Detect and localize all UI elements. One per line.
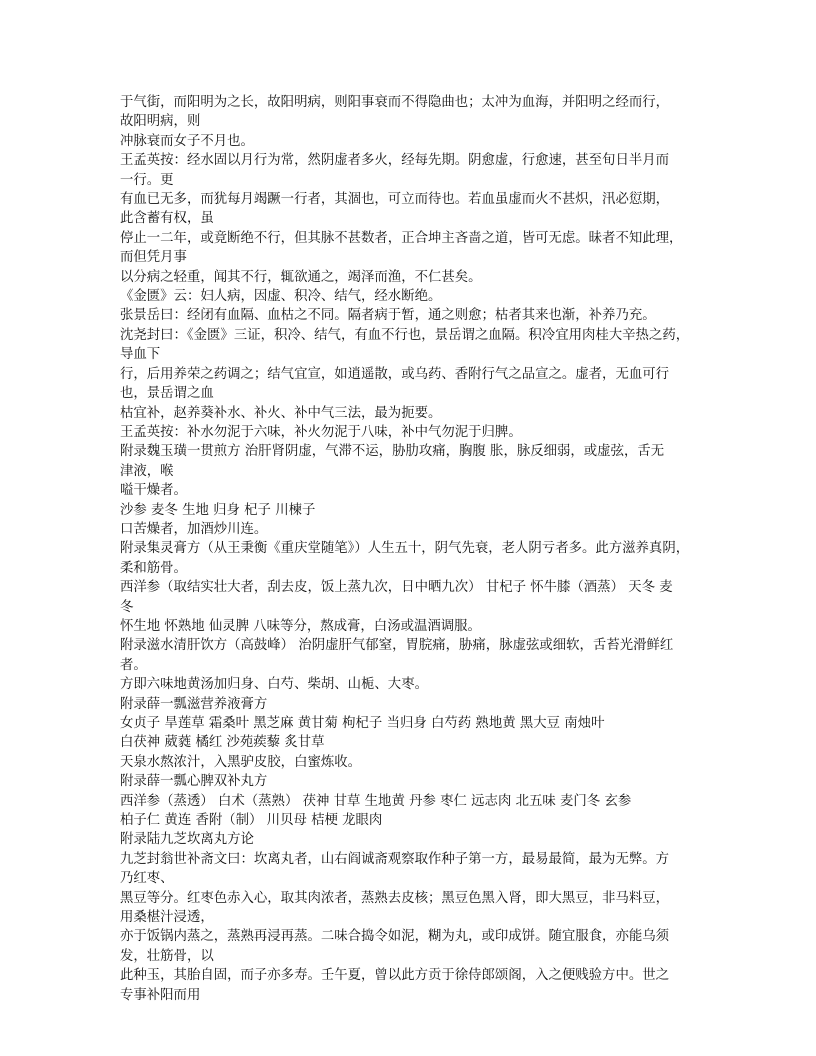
text-line: 方即六味地黄汤加归身、白芍、柴胡、山栀、大枣。: [120, 677, 428, 693]
text-line: 停止一二年，或竟断绝不行，但其脉不甚数者，正合坤主吝啬之道，皆可无虑。昧者不知此理，: [120, 230, 683, 246]
text-line: 柏子仁 黄连 香附（制） 川贝母 桔梗 龙眼肉: [120, 813, 383, 829]
text-line: 亦于饭锅内蒸之，蒸熟再浸再蒸。二味合捣令如泥，糊为丸，或印成饼。随宜服食，亦能乌须: [120, 929, 670, 945]
text-line: 王孟英按：经水固以月行为常，然阴虚者多火，经每先期。阴愈虚，行愈速，甚至旬日半月而: [120, 153, 670, 169]
text-line: 张景岳曰：经闭有血隔、血枯之不同。隔者病于暂，通之则愈；枯者其来也渐，补养乃充。: [120, 308, 656, 324]
text-line: 沙参 麦冬 生地 归身 杞子 川楝子: [120, 502, 316, 518]
text-line: 沈尧封曰：《金匮》三证，积冷、结气，有血不行也，景岳谓之血隔。积冷宜用肉桂大辛热之药，: [120, 327, 690, 343]
text-line: 西洋参（取结实壮大者，刮去皮，饭上蒸九次，日中晒九次） 甘杞子 怀牛膝（酒蒸） 天冬 麦: [120, 580, 673, 596]
text-line: 白茯神 葳蕤 橘红 沙苑蒺藜 炙甘草: [120, 735, 325, 751]
text-line: 津液，喉: [120, 463, 174, 479]
text-line: 附录薛一瓢滋营养液膏方: [120, 696, 268, 712]
text-line: 冬: [120, 599, 134, 615]
text-line: 口苦燥者，加酒炒川连。: [120, 521, 268, 537]
text-line: 乃红枣、: [120, 871, 174, 887]
text-line: 一行。更: [120, 172, 174, 188]
text-line: 发，壮筋骨，以: [120, 948, 214, 964]
text-line: 王孟英按：补水勿泥于六味，补火勿泥于八味，补中气勿泥于归脾。: [120, 424, 522, 440]
text-line: 黑豆等分。红枣色赤入心，取其肉浓者，蒸熟去皮核；黑豆色黑入肾，即大黑豆，非马料豆，: [120, 890, 670, 906]
text-line: 冲脉衰而女子不月也。: [120, 133, 254, 149]
text-line: 柔和筋骨。: [120, 560, 187, 576]
text-line: 附录魏玉璜一贯煎方 治肝肾阴虚，气滞不运，胁肋攻痛，胸腹 胀，脉反细弱，或虚弦，舌无: [120, 444, 665, 460]
text-line: 而但凭月事: [120, 250, 187, 266]
text-line: 西洋参（蒸透） 白术（蒸熟） 茯神 甘草 生地黄 丹参 枣仁 远志肉 北五味 麦门冬 玄参: [120, 793, 632, 809]
text-line: 附录陆九芝坎离丸方论: [120, 832, 254, 848]
text-line: 枯宜补，赵养葵补水、补火、补中气三法，最为扼要。: [120, 405, 442, 421]
text-line: 嗌干燥者。: [120, 483, 187, 499]
text-line: 附录滋水清肝饮方（高鼓峰） 治阴虚肝气郁窒，胃脘痛，胁痛，脉虚弦或细软，舌苔光滑鲜红: [120, 638, 674, 654]
text-line: 附录薛一瓢心脾双补丸方: [120, 774, 268, 790]
text-line: 天泉水熬浓汁，入黑驴皮胶，白蜜炼收。: [120, 754, 362, 770]
text-line: 附录集灵膏方（从王秉衡《重庆堂随笔》）人生五十，阴气先衰，老人阴亏者多。此方滋养真阴，: [120, 541, 690, 557]
text-line: 有血已无多，而犹每月竭蹶一行者，其涸也，可立而待也。若血虽虚而火不甚炽，汛必愆期，: [120, 192, 670, 208]
text-line: 也，景岳谓之血: [120, 386, 214, 402]
text-line: 者。: [120, 657, 147, 673]
text-line: 用桑椹汁浸透，: [120, 910, 214, 926]
document-page: [120, 93, 700, 1005]
text-line: 故阳明病，则: [120, 114, 201, 130]
text-line: 以分病之轻重，闻其不行，辄欲通之，竭泽而渔，不仁甚矣。: [120, 269, 482, 285]
text-line: 于气街，而阳明为之长，故阳明病，则阳事衰而不得隐曲也；太冲为血海，并阳明之经而行，: [120, 95, 670, 110]
text-line: 专事补阳而用: [120, 987, 201, 1003]
text-line: 行，后用养荣之药调之；结气宜宣，如逍遥散，或乌药、香附行气之品宣之。虚者，无血可行: [120, 366, 670, 382]
text-line: 女贞子 旱莲草 霜桑叶 黑芝麻 黄甘菊 枸杞子 当归身 白芍药 熟地黄 黑大豆 南烛叶: [120, 716, 605, 731]
text-line: 九芝封翁世补斋文曰：坎离丸者，山右阎诚斋观察取作种子第一方，最易最简，最为无弊。方: [120, 851, 670, 867]
text-line: 怀生地 怀熟地 仙灵脾 八味等分，熬成膏，白汤或温酒调服。: [120, 618, 481, 634]
text-line: 《金匮》云：妇人病，因虚、积冷、结气，经水断绝。: [120, 289, 442, 305]
text-line: 此种玉，其胎自固，而子亦多寿。壬午夏，曾以此方贡于徐侍郎颂阁，入之便贱验方中。世之: [120, 968, 670, 984]
text-line: 此含蓄有权，虽: [120, 211, 214, 227]
text-line: 导血下: [120, 347, 161, 363]
